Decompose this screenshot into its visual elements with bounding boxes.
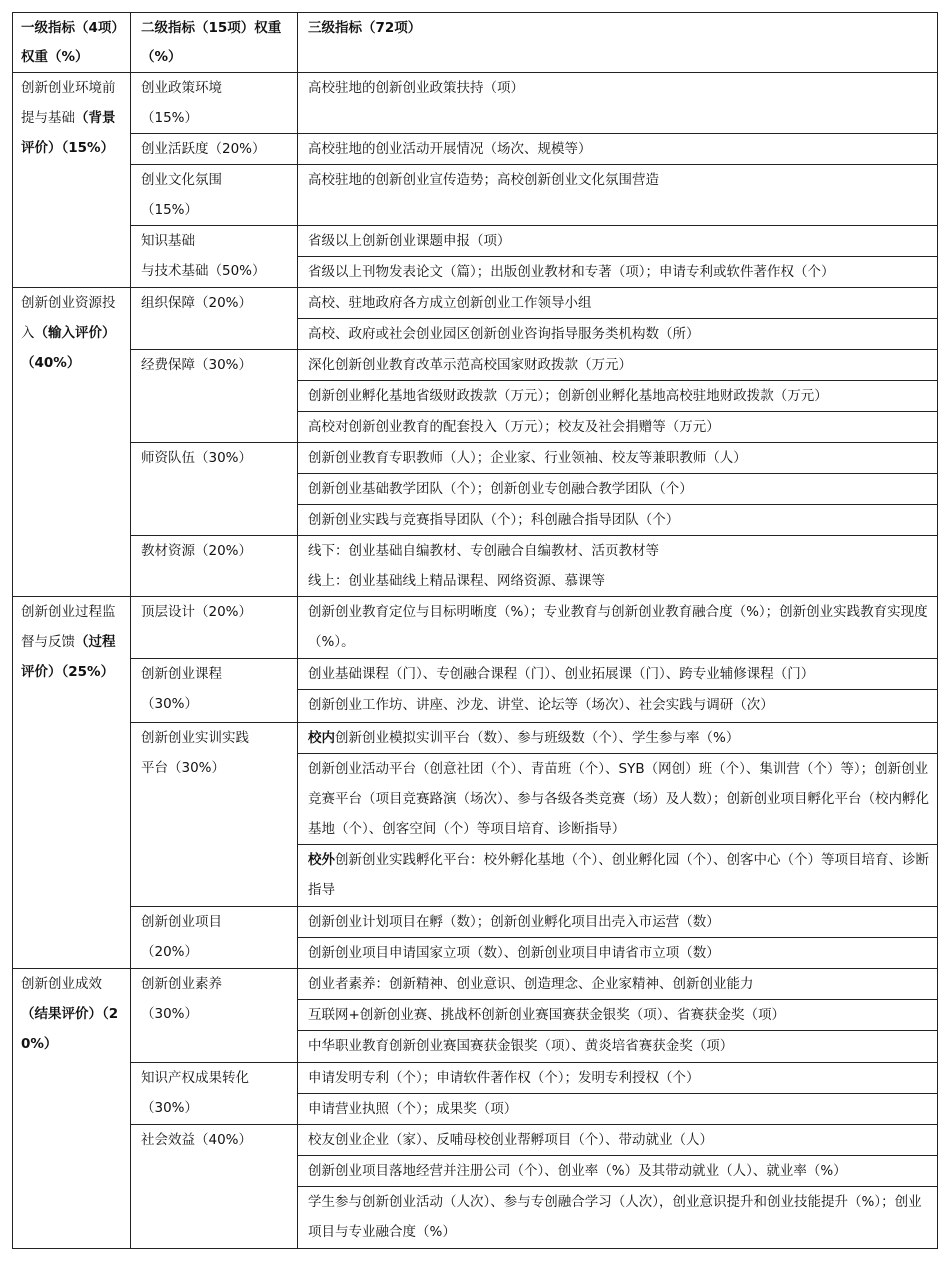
level1-tag: （结果评价）	[21, 1006, 102, 1022]
level3-cell: 高校、政府或社会创业园区创新创业咨询指导服务类机构数（所）	[298, 319, 938, 350]
level1-weight: （15%）	[61, 140, 115, 156]
level3-cell: 创新创业工作坊、讲座、沙龙、讲堂、论坛等（场次）、社会实践与调研（次）	[298, 690, 938, 723]
level3-cell: 申请发明专利（个）；申请软件著作权（个）；发明专利授权（个）	[298, 1063, 938, 1094]
level2-name: 师资队伍	[141, 450, 195, 466]
level1-tag: （输入评价）	[34, 325, 116, 341]
level3-cell: 创新创业实践与竞赛指导团队（个）；科创融合指导团队（个）	[298, 505, 938, 536]
level3-cell: 学生参与创新创业活动（人次）、参与专创融合学习（人次），创业意识提升和创业技能提升（%）；创业项目与专业融合度（%）	[298, 1187, 938, 1249]
level1-name: 创新创业过程监督与反馈	[21, 604, 116, 650]
level3-cell: 高校对创新创业教育的配套投入（万元）；校友及社会捐赠等（万元）	[298, 412, 938, 443]
level1-weight: （40%）	[21, 355, 81, 371]
level2-name: 组织保障	[141, 295, 195, 311]
level2-weight: （30%）	[141, 696, 199, 712]
level2-weight: （20%）	[195, 604, 253, 620]
level2-weight: （20%）	[208, 141, 266, 157]
level2-weight: （20%）	[141, 944, 199, 960]
level3-cell: 创新创业教育专职教师（人）；企业家、行业领袖、校友等兼职教师（人）	[298, 443, 938, 474]
level2-weight: （20%）	[195, 295, 253, 311]
level2-cell	[131, 288, 298, 350]
level3-cell: 创新创业项目申请国家立项（数）、创新创业项目申请省市立项（数）	[298, 938, 938, 969]
header-level2: 二级指标（15项）权重（%）	[131, 13, 298, 73]
level1-cell	[13, 73, 131, 288]
level3-cell: 创新创业项目落地经营并注册公司（个）、创业率（%）及其带动就业（人）、就业率（%）	[298, 1156, 938, 1187]
level2-cell	[131, 165, 298, 226]
level2-cell	[131, 350, 298, 443]
platform-prefix: 校外	[308, 852, 335, 868]
level3-cell: 省级以上创新创业课题申报（项）	[298, 226, 938, 257]
level3-cell: 高校驻地的创业活动开展情况（场次、规模等）	[298, 134, 938, 165]
level3-cell: 创业者素养：创新精神、创业意识、创造理念、企业家精神、创新创业能力	[298, 969, 938, 1000]
level2-cell	[131, 443, 298, 536]
level3-cell: 高校驻地的创新创业政策扶持（项）	[298, 73, 938, 134]
level3-cell: 创新创业孵化基地省级财政拨款（万元）；创新创业孵化基地高校驻地财政拨款（万元）	[298, 381, 938, 412]
level2-weight: （30%）	[195, 450, 253, 466]
level3-cell: 创新创业基础教学团队（个）；创新创业专创融合教学团队（个）	[298, 474, 938, 505]
level2-name: 创新创业项目	[141, 914, 222, 930]
level3-cell: 深化创新创业教育改革示范高校国家财政拨款（万元）	[298, 350, 938, 381]
level2-weight: （30%）	[141, 1006, 199, 1022]
level2-weight: （30%）	[168, 760, 226, 776]
level2-cell	[131, 1125, 298, 1249]
level2-name: 创业政策环境	[141, 80, 222, 96]
level1-name: 创新创业资源投入	[21, 295, 116, 341]
level2-cell	[131, 659, 298, 723]
level3-cell	[298, 723, 938, 754]
level3-cell: 创新创业教育定位与目标明晰度（%）；专业教育与创新创业教育融合度（%）；创新创业实践教育实现度（%）。	[298, 597, 938, 659]
level2-name: 顶层设计	[141, 604, 195, 620]
level2-name: 创新创业素养	[141, 976, 222, 992]
level1-weight: （20%）	[21, 1006, 119, 1052]
level1-name: 创新创业成效	[21, 976, 102, 992]
level2-name: 知识产权成果转化	[141, 1070, 249, 1086]
level2-weight: （30%）	[195, 357, 253, 373]
level3-cell: 申请营业执照（个）；成果奖（项）	[298, 1094, 938, 1125]
level2-cell	[131, 134, 298, 165]
header-level3: 三级指标（72项）	[298, 13, 938, 73]
level2-weight: （15%）	[141, 202, 199, 218]
level1-tag: （过程评价）	[21, 634, 116, 680]
header-row	[13, 13, 938, 73]
level3-cell: 创新创业活动平台（创意社团（个）、青苗班（个）、SYB（网创）班（个）、集训营（个）等）；创新创业竞赛平台（项目竞赛路演（场次）、参与各级各类竞赛（场）及人数）；创新创业项目孵化平台（校内孵化基地（个）、创客空间（个）等项目培育、诊断指导）	[298, 754, 938, 845]
level3-cell: 互联网+创新创业赛、挑战杯创新创业赛国赛获金银奖（项）、省赛获金奖（项）	[298, 1000, 938, 1031]
level3-cell: 高校驻地的创新创业宣传造势；高校创新创业文化氛围营造	[298, 165, 938, 226]
level2-cell	[131, 536, 298, 597]
level2-name: 经费保障	[141, 357, 195, 373]
level1-tag: （背景评价）	[21, 110, 116, 156]
indicator-table	[12, 12, 938, 1249]
level3-cell: 创新创业计划项目在孵（数）；创新创业孵化项目出壳入市运营（数）	[298, 907, 938, 938]
level2-weight: （20%）	[195, 543, 253, 559]
level1-cell	[13, 597, 131, 969]
level2-weight: （40%）	[195, 1132, 253, 1148]
level3-text: 创新创业模拟实训平台（数）、参与班级数（个）、学生参与率（%）	[335, 730, 740, 746]
level2-cell	[131, 597, 298, 659]
level2-name: 创新创业课程	[141, 666, 222, 682]
level2-name: 教材资源	[141, 543, 195, 559]
level2-weight: （50%）	[208, 263, 266, 279]
level3-cell: 创业基础课程（门）、专创融合课程（门）、创业拓展课（门）、跨专业辅修课程（门）	[298, 659, 938, 690]
level3-cell: 中华职业教育创新创业赛国赛获金银奖（项）、黄炎培省赛获金奖（项）	[298, 1031, 938, 1063]
level3-cell: 省级以上刊物发表论文（篇）；出版创业教材和专著（项）；申请专利或软件著作权（个）	[298, 257, 938, 288]
level3-cell	[298, 845, 938, 907]
level3-cell: 高校、驻地政府各方成立创新创业工作领导小组	[298, 288, 938, 319]
level2-cell: 知识基础 与技术基础（50%）	[131, 226, 298, 288]
level3-cell: 线下：创业基础自编教材、专创融合自编教材、活页教材等	[298, 536, 938, 567]
level3-cell: 线上：创业基础线上精品课程、网络资源、慕课等	[298, 566, 938, 597]
level2-name: 创业文化氛围	[141, 172, 222, 188]
level1-weight: （25%）	[61, 664, 115, 680]
level1-name: 创新创业环境前提与基础	[21, 80, 116, 126]
level1-cell	[13, 969, 131, 1249]
level2-cell	[131, 907, 298, 969]
level1-cell	[13, 288, 131, 597]
level2-cell	[131, 969, 298, 1063]
level2-name: 社会效益	[141, 1132, 195, 1148]
level2-weight: （15%）	[141, 110, 199, 126]
level2-cell	[131, 1063, 298, 1125]
level3-text: 创新创业实践孵化平台：校外孵化基地（个）、创业孵化园（个）、创客中心（个）等项目培育、诊断指导	[308, 852, 929, 898]
level2-name: 创业活跃度	[141, 141, 209, 157]
platform-prefix: 校内	[308, 730, 335, 746]
header-level1: 一级指标（4项）权重（%）	[13, 13, 131, 73]
level2-weight: （30%）	[141, 1100, 199, 1116]
level2-cell: 创新创业实训实践 平台（30%）	[131, 723, 298, 907]
level2-cell	[131, 73, 298, 134]
level3-cell: 校友创业企业（家）、反哺母校创业帮孵项目（个）、带动就业（人）	[298, 1125, 938, 1156]
